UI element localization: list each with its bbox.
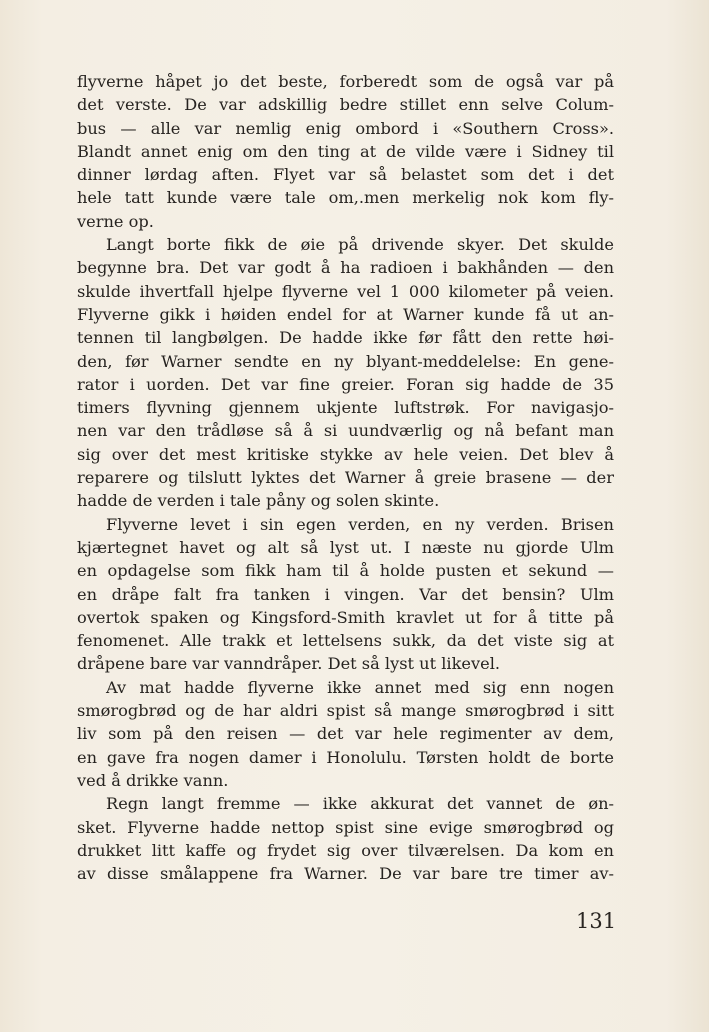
text-line: overtok spaken og Kingsford-Smith kravlet ut for å titte på (77, 607, 614, 627)
text-line: ved å drikke vann. (77, 770, 229, 790)
text-line: Flyverne gikk i høiden endel for at Warner kunde få ut an- (77, 304, 614, 324)
text-line: en dråpe falt fra tanken i vingen. Var det bensin? Ulm (77, 584, 614, 604)
text-line: sket. Flyverne hadde nettop spist sine evige smørogbrød og (77, 817, 614, 837)
text-line: fenomenet. Alle trakk et lettelsens sukk, da det viste sig at (77, 631, 614, 651)
text-line: Regn langt fremme — ikke akkurat det vannet de øn- (106, 794, 614, 814)
body-text (77, 70, 614, 885)
text-line: verne op. (77, 211, 154, 231)
text-line: en opdagelse som fikk ham til å holde pusten et sekund — (77, 561, 614, 581)
paragraph (77, 792, 614, 885)
text-line: timers flyvning gjennem ukjente luftstrøk. For navigasjo- (77, 398, 614, 418)
text-line: skulde ihvertfall hjelpe flyverne vel 1 000 kilometer på veien. (77, 281, 614, 301)
paragraph (77, 233, 614, 513)
text-line: sig over det mest kritiske stykke av hele veien. Det blev å (77, 444, 614, 464)
text-line: hele tatt kunde være tale om,.men merkelig nok kom fly- (77, 188, 614, 208)
text-line: tennen til langbølgen. De hadde ikke før fått den rette høi- (77, 328, 614, 348)
text-line: Blandt annet enig om den ting at de vilde være i Sidney til (77, 141, 614, 161)
text-line: Langt borte fikk de øie på drivende skyer. Det skulde (106, 235, 614, 255)
text-line: Av mat hadde flyverne ikke annet med sig enn nogen (106, 677, 614, 697)
text-line: reparere og tilslutt lyktes det Warner å greie brasene — der (77, 468, 614, 488)
text-line: Flyverne levet i sin egen verden, en ny verden. Brisen (106, 514, 614, 534)
text-line: av disse smålappene fra Warner. De var bare tre timer av- (77, 864, 614, 884)
text-line: dinner lørdag aften. Flyet var så belastet som det i det (77, 165, 614, 185)
page-number: 131 (576, 909, 617, 933)
paragraph (77, 513, 614, 676)
text-line: nen var den trådløse så å si uundværlig og nå befant man (77, 421, 614, 441)
text-line: flyverne håpet jo det beste, forberedt som de også var på (77, 72, 614, 91)
paragraph (77, 70, 614, 233)
text-line: det verste. De var adskillig bedre stillet enn selve Colum- (77, 95, 614, 115)
text-line: en gave fra nogen damer i Honolulu. Tørsten holdt de borte (77, 747, 614, 767)
text-line: bus — alle var nemlig enig ombord i «Southern Cross». (77, 118, 614, 138)
text-line: smørogbrød og de har aldri spist så mange smørogbrød i sitt (77, 701, 614, 721)
text-line: kjærtegnet havet og alt så lyst ut. I næste nu gjorde Ulm (77, 537, 614, 557)
text-line: begynne bra. Det var godt å ha radioen i bakhånden — den (77, 258, 614, 278)
text-line: drukket litt kaffe og frydet sig over tilværelsen. Da kom en (77, 840, 614, 860)
text-line: den, før Warner sendte en ny blyant-meddelelse: En gene- (77, 351, 614, 371)
text-line: liv som på den reisen — det var hele regimenter av dem, (77, 724, 614, 744)
text-line: hadde de verden i tale påny og solen skinte. (77, 491, 440, 511)
text-line: rator i uorden. Det var fine greier. Foran sig hadde de 35 (77, 374, 614, 394)
text-line: dråpene bare var vanndråper. Det så lyst ut likevel. (77, 654, 501, 674)
paragraph (77, 676, 614, 792)
